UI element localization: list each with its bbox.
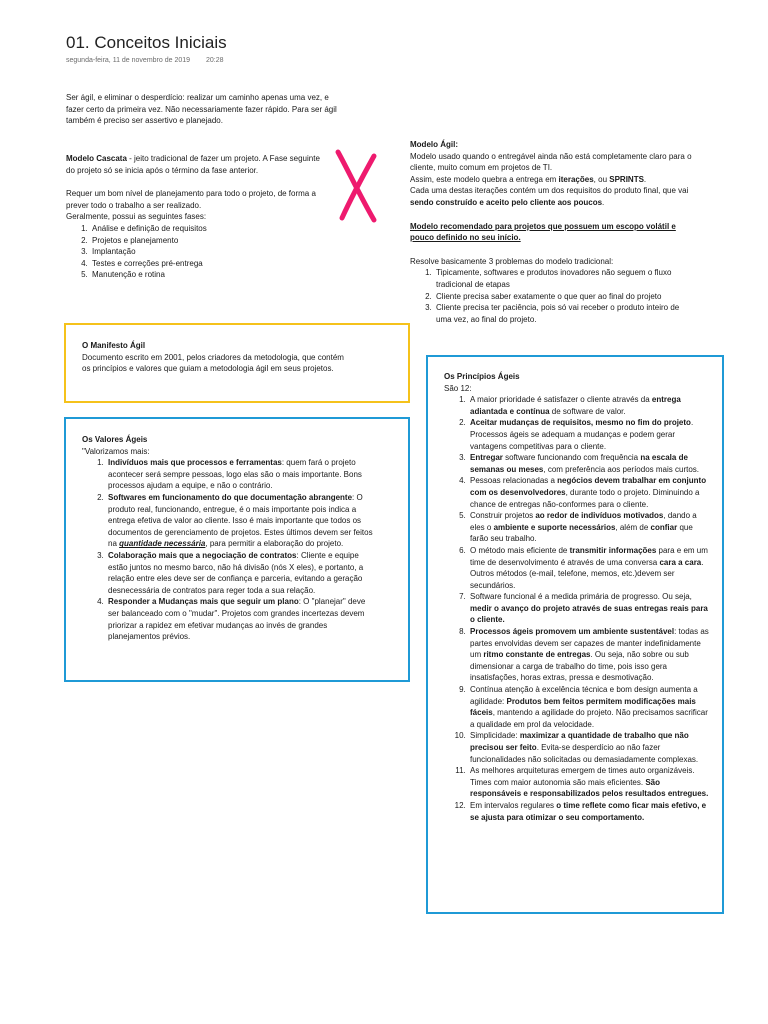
principle-item: 7. Software funcional é a medida primária de progresso. Ou seja, medir o avanço do projeto através de suas entregas reais para o cliente. [468, 591, 710, 626]
cascata-phases-intro: Geralmente, possui as seguintes fases: [66, 212, 207, 222]
valores-intro: "Valorizamos mais: [82, 446, 150, 456]
agil-line1: Modelo usado quando o entregável ainda não está completamente claro para o cliente, muito comum em projetos de TI. [410, 151, 692, 173]
principle-item: 6. O método mais eficiente de transmitir informações para e em um time de desenvolvimento é através de uma conversa cara a cara. Outros métodos (e-mail, telefone, memos, etc.)devem ser secundários. [468, 545, 710, 591]
list-item: 3. Implantação [90, 246, 328, 258]
cascata-section [66, 153, 328, 281]
principle-item: 4. Pessoas relacionadas a negócios devem trabalhar em conjunto com os desenvolvedores, durante todo o projeto. Diminuindo a chance de entregas não-conformes para o cliente. [468, 475, 710, 510]
principle-item: 9. Contínua atenção à excelência técnica e bom design aumenta a agilidade: Produtos bem feitos permitem modificações mais fáceis, mantendo a agilidade do projeto. Não precisamos sacrificar a qualidade em prol da velocidade. [468, 684, 710, 730]
agil-section [410, 139, 692, 325]
list-item: 5. Manutenção e rotina [90, 269, 328, 281]
principle-item: 5. Construir projetos ao redor de indivíduos motivados, dando a eles o ambiente e suporte necessários, além de confiar que farão seu trabalho. [468, 510, 710, 545]
manifesto-content [82, 340, 346, 375]
principios-title: Os Princípios Ágeis [444, 372, 520, 381]
list-item: 2. Cliente precisa saber exatamente o que quer ao final do projeto [434, 291, 692, 303]
cascata-description: Modelo Cascata - jeito tradicional de fazer um projeto. A Fase seguinte do projeto só se inicia após o término da fase anterior. [66, 154, 320, 175]
cascata-heading: Modelo Cascata [66, 154, 127, 163]
principle-item: 3. Entregar software funcionando com frequência na escala de semanas ou meses, com preferência aos períodos mais curtos. [468, 452, 710, 475]
valores-box [64, 417, 410, 682]
valores-title: Os Valores Ágeis [82, 435, 148, 444]
list-item: 1. Análise e definição de requisitos [90, 223, 328, 235]
principle-item: 2. Aceitar mudanças de requisitos, mesmo no fim do projeto. Processos ágeis se adequam a mudanças e podem gerar vantagens competitivas para o cliente. [468, 417, 710, 452]
principle-item: 11. As melhores arquiteturas emergem de times auto organizáveis. Times com maior autonomia são mais eficientes. São responsáveis e responsabilizados pelos resultados entregues. [468, 765, 710, 800]
principle-item: 12. Em intervalos regulares o time reflete como ficar mais efetivo, e se ajusta para otimizar o seu comportamento. [468, 800, 710, 823]
agil-line2: Assim, este modelo quebra a entrega em iterações, ou SPRINTS. [410, 174, 647, 184]
principle-item: 10. Simplicidade: maximizar a quantidade de trabalho que não precisou ser feito. Evita-se desperdício ao não fazer funcionalidades não solicitadas ou demasiadamente complexas. [468, 730, 710, 765]
cascata-planning: Requer um bom nível de planejamento para todo o projeto, de forma a prever todo o trabalho a ser realizado. [66, 189, 316, 210]
page-time: 20:28 [205, 57, 224, 64]
list-item: 2. Projetos e planejamento [90, 235, 328, 247]
list-item: 3. Colaboração mais que a negociação de contratos: Cliente e equipe estão juntos no mesmo barco, não há divisão (nós X eles), e portanto, a relação entre eles deve ser de confiança e parceria, evitando a geração desnecessária de contratos para reger toda a sua relação. [106, 550, 378, 596]
agil-problems-list [410, 267, 692, 325]
agil-heading: Modelo Ágil: [410, 140, 458, 149]
principios-content [444, 371, 710, 823]
manifesto-title: O Manifesto Ágil [82, 341, 146, 350]
list-item: 4. Responder a Mudanças mais que seguir um plano: O "planejar" deve ser balanceado com o "mudar". Projetos com grandes incertezas devem priorizar a rapidez em efetivar mudanças ao invés de grandes planejamentos prévios. [106, 596, 378, 642]
page-timestamp [66, 57, 224, 64]
agil-problems-intro: Resolve basicamente 3 problemas do modelo tradicional: [410, 256, 614, 266]
cascata-phases-list [66, 223, 328, 281]
page-date: segunda-feira, 11 de novembro de 2019 [66, 57, 191, 64]
x-cross-mark-icon [334, 148, 378, 224]
list-item: 1. Indivíduos mais que processos e ferramentas: quem fará o projeto acontecer será sempre pessoas, logo elas são o mais importante. Bons processos ajudam a equipe, e não o contrário. [106, 457, 378, 492]
principle-item: 1. A maior prioridade é satisfazer o cliente através da entrega adiantada e contínua de software de valor. [468, 394, 710, 417]
agil-line3: Cada uma destas iterações contém um dos requisitos do produto final, que vai sendo construído e aceito pelo cliente aos poucos. [410, 186, 689, 207]
principle-item: 8. Processos ágeis promovem um ambiente sustentável: todas as partes envolvidas devem ser capazes de manter indefinidamente um ritmo constante de entregas. Ou seja, não sobre ou sub dimensionar a carga de trabalho do time, pois isso gera insatisfações, horas extras, pressa e desmotivação. [468, 626, 710, 684]
page-title: 01. Conceitos Iniciais [66, 33, 227, 52]
list-item: 3. Cliente precisa ter paciência, pois só vai receber o produto inteiro de uma vez, ao final do projeto. [434, 302, 692, 325]
intro-paragraph: Ser ágil, e eliminar o desperdício: realizar um caminho apenas uma vez, e fazer certo da primeira vez. Não necessariamente fazer rápido. Para ser ágil também é preciso ser assertivo e planejado. [66, 93, 337, 126]
valores-content [82, 434, 378, 643]
list-item: 4. Testes e correções pré-entrega [90, 258, 328, 270]
valores-list [82, 457, 378, 643]
manifesto-text: Documento escrito em 2001, pelos criadores da metodologia, que contém os princípios e valores que guiam a metodologia ágil em seus projetos. [82, 352, 344, 374]
list-item: 2. Softwares em funcionamento do que documentação abrangente: O produto real, funcionando, entregue, é o mais importante pois indica a entrega efetiva de valor ao cliente. Isso é mais importante que todos os documentos de gerenciamento de projetos. Estes últimos devem ser feitos na quantidade necessária, para permitir a elaboração do projeto. [106, 492, 378, 550]
agil-recommendation: Modelo recomendado para projetos que possuem um escopo volátil e pouco definido no seu início. [410, 221, 676, 243]
principios-box [426, 355, 724, 914]
principios-subtitle: São 12: [444, 383, 472, 393]
principios-list [444, 394, 710, 823]
list-item: 1. Tipicamente, softwares e produtos inovadores não seguem o fluxo tradicional de etapas [434, 267, 692, 290]
manifesto-box [64, 323, 410, 403]
